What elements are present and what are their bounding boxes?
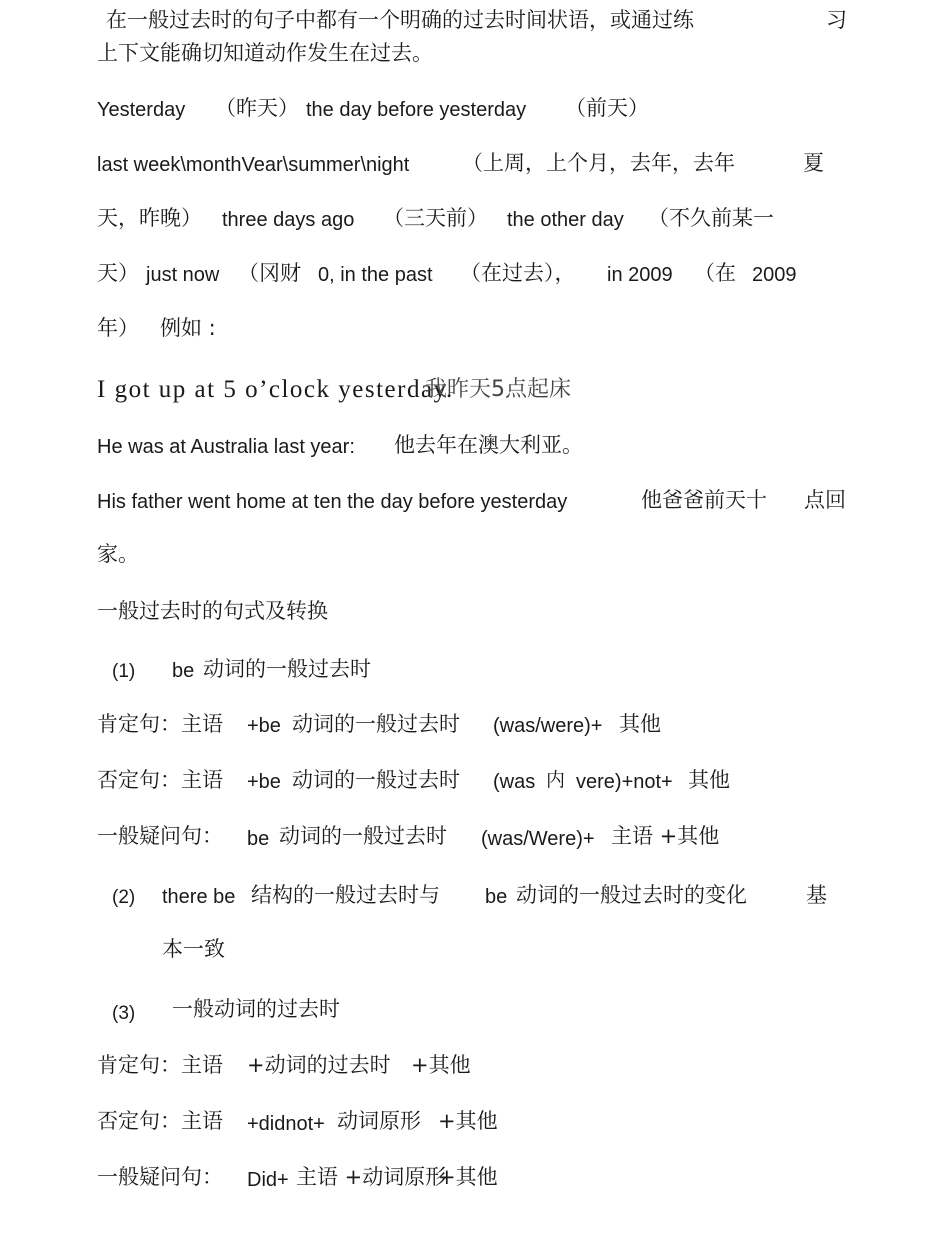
rule-part: (was (493, 771, 536, 793)
rule-part: +其他 (438, 1165, 498, 1189)
example-label: 例如 : (160, 316, 216, 340)
term-chinese: （在过去）， (460, 261, 576, 285)
rule-label: 肯定句：主语 (97, 712, 223, 736)
text-fragment: 基 (806, 883, 827, 907)
term-chinese: （昨天） (215, 96, 299, 120)
text-fragment: 习 (826, 8, 847, 32)
rule-label: 肯定句：主语 (97, 1053, 223, 1077)
list-number: (3) (112, 1003, 136, 1024)
rule-part: +其他 (411, 1053, 471, 1077)
rule-part: +其他 (438, 1109, 498, 1133)
rule-part: 动词的一般过去时 (279, 824, 447, 848)
subheading: 动词的一般过去时的变化 (516, 883, 747, 907)
subheading: 一般动词的过去时 (172, 997, 340, 1021)
example-sentence-chinese: 他爸爸前天十 (641, 488, 767, 512)
term-english: 0, in the past (318, 264, 433, 286)
term-english: Yesterday (97, 99, 186, 121)
text-fragment: 家。 (97, 542, 139, 566)
term-chinese: （上周，上个月，去年，去年 (462, 151, 735, 175)
rule-part: (was/Were)+ (481, 828, 595, 850)
term-english: the day before yesterday (306, 99, 527, 121)
rule-part: 其他 (688, 768, 730, 792)
rule-part: 动词原形 (337, 1109, 421, 1133)
rule-part: 动词的一般过去时 (292, 768, 460, 792)
term-chinese: （不久前某一 (648, 206, 774, 230)
list-number: (2) (112, 887, 136, 908)
rule-part: +be (247, 715, 281, 737)
list-number: (1) (112, 661, 136, 682)
text-fragment: 本一致 (162, 937, 225, 961)
term-english: the other day (507, 209, 624, 231)
term-chinese: 天） (97, 261, 139, 285)
text-fragment: 夏 (803, 151, 824, 175)
rule-label: 否定句：主语 (97, 768, 223, 792)
term-chinese: （前天） (565, 96, 649, 120)
rule-part: +didnot+ (247, 1113, 325, 1135)
section-heading: 一般过去时的句式及转换 (97, 599, 328, 623)
rule-part: be (247, 828, 270, 850)
example-sentence-english: His father went home at ten the day before yesterday (97, 491, 568, 513)
term-english: in 2009 (607, 264, 673, 286)
rule-part: 其他 (619, 712, 661, 736)
rule-part: +be (247, 771, 281, 793)
rule-part: vere)+not+ (576, 771, 673, 793)
term-chinese: （冈财 (238, 261, 301, 285)
rule-part: +动词的过去时 (247, 1053, 391, 1077)
example-sentence-chinese: 他去年在澳大利亚。 (394, 433, 583, 457)
rule-part: 主语 +动词原形 (296, 1165, 447, 1189)
subheading: 动词的一般过去时 (203, 657, 371, 681)
text-line: 在一般过去时的句子中都有一个明确的过去时间状语，或通过练 (106, 8, 694, 32)
term-english: three days ago (222, 209, 355, 231)
term-english: 2009 (752, 264, 797, 286)
rule-label: 一般疑问句： (97, 1165, 223, 1189)
subheading: 结构的一般过去时与 (251, 883, 440, 907)
term-english: just now (146, 264, 220, 286)
rule-label: 一般疑问句： (97, 824, 223, 848)
rule-part: 内 (546, 769, 566, 791)
text-fragment: 点回 (804, 488, 846, 512)
text-line: 上下文能确切知道动作发生在过去。 (97, 41, 433, 65)
rule-part: (was/were)+ (493, 715, 603, 737)
rule-part: 动词的一般过去时 (292, 712, 460, 736)
term-chinese: 天，昨晚） (97, 206, 202, 230)
rule-part: Did+ (247, 1169, 289, 1191)
rule-part: 主语 +其他 (611, 824, 720, 848)
term-english: there be (162, 886, 236, 908)
example-sentence-english: I got up at 5 o’clock yesterday. (97, 376, 454, 403)
term-english: be (172, 660, 195, 682)
term-english: last week\monthVear\summer\night (97, 154, 410, 176)
term-english: be (485, 886, 508, 908)
term-chinese: （在 (694, 261, 736, 285)
term-chinese: （三天前） (383, 206, 488, 230)
rule-label: 否定句：主语 (97, 1109, 223, 1133)
example-sentence-english: He was at Australia last year: (97, 436, 355, 458)
term-chinese: 年） (97, 316, 139, 340)
example-sentence-chinese: 我昨天5点起床 (425, 377, 571, 402)
